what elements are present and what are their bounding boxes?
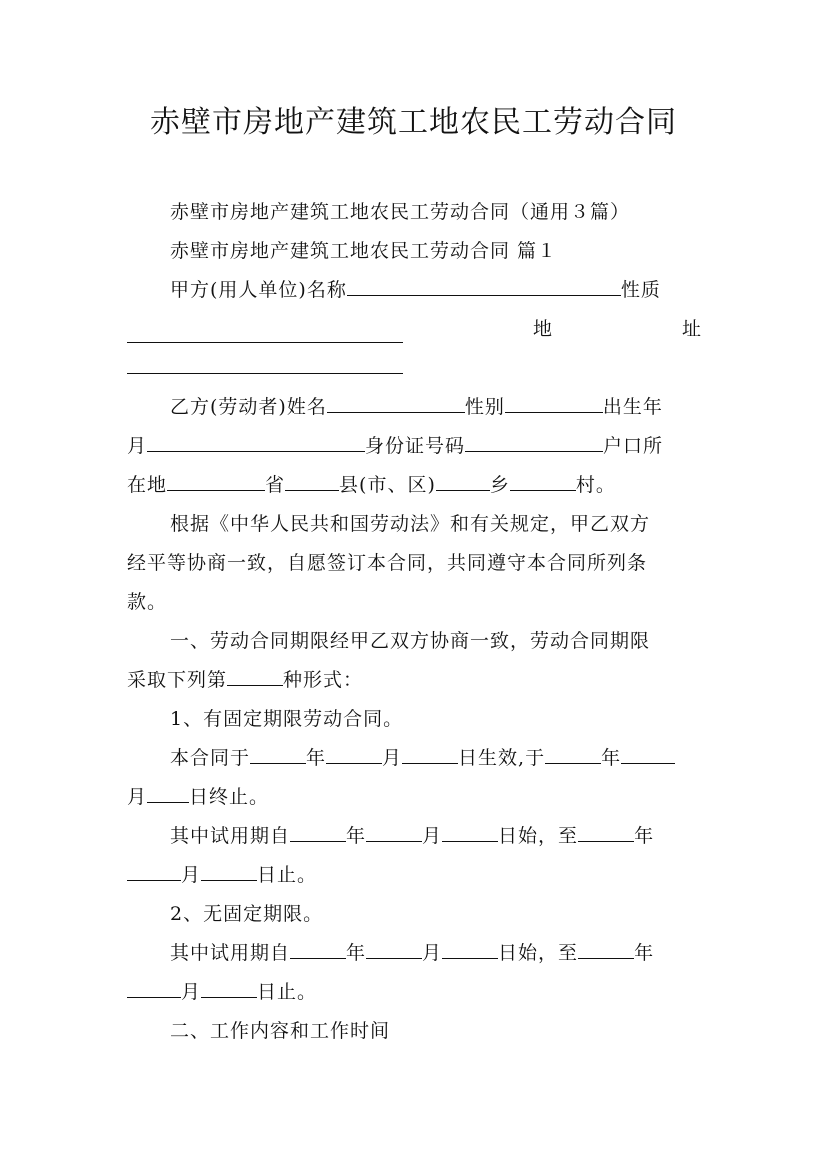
text-segment: 省 xyxy=(265,474,286,496)
blank-field xyxy=(167,471,265,491)
text-segment: 月 xyxy=(127,435,148,457)
date-line xyxy=(170,744,675,772)
text-segment: 年 xyxy=(634,825,655,847)
paragraph-line: 2、无固定期限。 xyxy=(170,903,324,925)
text-segment: 出生年 xyxy=(602,396,663,418)
blank-field xyxy=(127,354,403,374)
blank-field xyxy=(227,666,283,686)
text-segment: 址 xyxy=(681,318,701,340)
blank-field xyxy=(290,939,346,959)
text-segment: 性别 xyxy=(464,396,505,418)
blank-field xyxy=(127,978,181,998)
text-segment: 性质 xyxy=(620,279,661,301)
blank-field xyxy=(127,323,403,343)
party-a-address-line xyxy=(127,315,701,343)
text-segment: 本合同于 xyxy=(170,747,251,769)
blank-field xyxy=(578,939,634,959)
text-segment: 县(市、区) xyxy=(339,474,436,496)
date-line xyxy=(170,939,654,967)
blank-field xyxy=(201,861,257,881)
text-segment: 日始，至 xyxy=(498,942,579,964)
text-segment: 日止。 xyxy=(257,981,318,1003)
text-segment: 月 xyxy=(181,981,202,1003)
party-a-name-line xyxy=(170,276,661,304)
paragraph-line: 款。 xyxy=(127,591,168,613)
text-segment: 年 xyxy=(306,747,327,769)
blank-field xyxy=(127,861,181,881)
blank-field xyxy=(442,939,498,959)
date-line xyxy=(127,783,269,811)
text-segment: 其中试用期自 xyxy=(170,825,291,847)
blank-field xyxy=(505,393,603,413)
text-segment: 采取下列第 xyxy=(127,669,228,691)
clause-heading: 一、劳动合同期限经甲乙双方协商一致，劳动合同期限 xyxy=(170,630,651,652)
blank-field xyxy=(366,822,422,842)
blank-field xyxy=(290,822,346,842)
paragraph-line: 经平等协商一致，自愿签订本合同，共同遵守本合同所列条 xyxy=(127,552,648,574)
blank-field xyxy=(442,822,498,842)
blank-field xyxy=(326,744,382,764)
clause-heading: 二、工作内容和工作时间 xyxy=(170,1020,391,1042)
text-segment: 年 xyxy=(346,825,367,847)
text-segment: 其中试用期自 xyxy=(170,942,291,964)
text-segment: 月 xyxy=(382,747,403,769)
text-segment: 日止。 xyxy=(257,864,318,886)
party-b-id-line xyxy=(127,432,663,460)
text-segment: 年 xyxy=(634,942,655,964)
text-segment: 月 xyxy=(181,864,202,886)
text-segment: 在地 xyxy=(127,474,168,496)
text-segment: 户口所 xyxy=(603,435,664,457)
date-line xyxy=(170,822,654,850)
text-segment: 月 xyxy=(422,942,443,964)
text-segment: 年 xyxy=(346,942,367,964)
section-heading: 赤壁市房地产建筑工地农民工劳动合同 篇１ xyxy=(170,240,558,262)
blank-field xyxy=(621,744,675,764)
text-segment: 年 xyxy=(601,747,622,769)
party-b-name-line xyxy=(170,393,663,421)
text-segment: 地 xyxy=(532,318,552,340)
blank-field xyxy=(327,393,465,413)
blank-field xyxy=(201,978,257,998)
paragraph-line: 根据《中华人民共和国劳动法》和有关规定，甲乙双方 xyxy=(170,513,651,535)
date-line xyxy=(127,861,317,889)
blank-field xyxy=(250,744,306,764)
text-segment: 日生效,于 xyxy=(458,747,546,769)
blank-field xyxy=(285,471,339,491)
text-segment: 月 xyxy=(127,786,148,808)
date-line xyxy=(127,978,317,1006)
text-segment: 种形式： xyxy=(283,669,364,691)
subtitle-line: 赤壁市房地产建筑工地农民工劳动合同（通用３篇） xyxy=(170,201,631,223)
blank-field xyxy=(402,744,458,764)
text-segment: 乡 xyxy=(489,474,510,496)
paragraph-line xyxy=(127,666,363,694)
text-segment: 乙方(劳动者)姓名 xyxy=(170,396,327,418)
blank-field xyxy=(147,783,189,803)
paragraph-line: 1、有固定期限劳动合同。 xyxy=(170,708,404,730)
text-segment: 日始，至 xyxy=(498,825,579,847)
blank-field xyxy=(510,471,576,491)
address-blank-line xyxy=(127,354,403,382)
blank-field xyxy=(545,744,601,764)
blank-field xyxy=(147,432,365,452)
text-segment: 身份证号码 xyxy=(365,435,466,457)
blank-field xyxy=(578,822,634,842)
blank-field xyxy=(347,276,621,296)
party-b-residence-line xyxy=(127,471,616,499)
blank-field xyxy=(366,939,422,959)
text-segment: 村。 xyxy=(575,474,616,496)
text-segment: 日终止。 xyxy=(189,786,270,808)
blank-field xyxy=(436,471,490,491)
document-title: 赤壁市房地产建筑工地农民工劳动合同 xyxy=(150,105,677,140)
text-segment: 月 xyxy=(422,825,443,847)
text-segment: 甲方(用人单位)名称 xyxy=(170,279,347,301)
blank-field xyxy=(465,432,603,452)
